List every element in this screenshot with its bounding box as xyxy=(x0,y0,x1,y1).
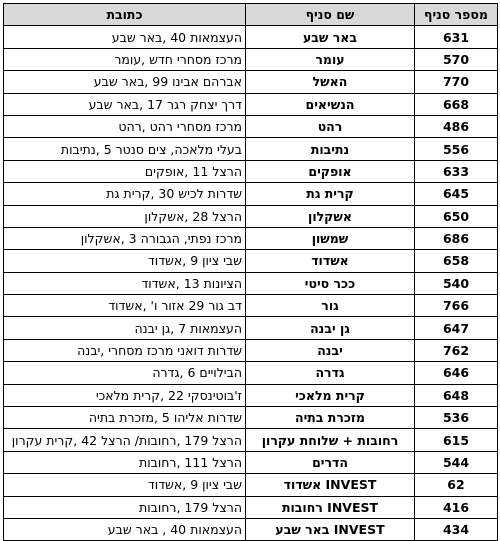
branch-name-cell: ככר סיטי xyxy=(246,272,415,294)
branch-number-cell: 668 xyxy=(415,93,498,115)
address-cell: שדרות לכיש 30 ,קרית גת xyxy=(4,183,246,205)
branch-number-cell: 544 xyxy=(415,451,498,473)
branch-number-cell: 434 xyxy=(415,518,498,540)
address-cell: הרצל 111 ,רחובות xyxy=(4,451,246,473)
branch-number-cell: 570 xyxy=(415,48,498,70)
branch-name-cell: רהט xyxy=(246,115,415,137)
branch-name-cell: האשל xyxy=(246,71,415,93)
header-row xyxy=(4,4,498,26)
table-row xyxy=(4,362,498,384)
branch-number-cell: 486 xyxy=(415,115,498,137)
branch-name-cell: גדרה xyxy=(246,362,415,384)
address-cell: הרצל 11 ,אופקים xyxy=(4,160,246,182)
address-cell: אברהם אבינו 99 ,באר שבע xyxy=(4,71,246,93)
branch-number-cell: 658 xyxy=(415,250,498,272)
address-cell: בעלי מלאכה, צים סנטר 5 ,נתיבות xyxy=(4,138,246,160)
table-row xyxy=(4,384,498,406)
table-row xyxy=(4,48,498,70)
table-row xyxy=(4,295,498,317)
table-row xyxy=(4,115,498,137)
branch-name-cell: יבנה xyxy=(246,339,415,361)
branch-number-cell: 556 xyxy=(415,138,498,160)
table-row xyxy=(4,272,498,294)
branch-name-cell: INVEST רחובות xyxy=(246,496,415,518)
branch-name-cell: גור xyxy=(246,295,415,317)
branch-number-cell: 631 xyxy=(415,26,498,48)
table-row xyxy=(4,496,498,518)
table-row xyxy=(4,183,498,205)
table-row xyxy=(4,339,498,361)
branch-name-cell: אופקים xyxy=(246,160,415,182)
address-cell: שדרות אליהו 5 ,מזכרת בתיה xyxy=(4,407,246,429)
branch-name-cell: גן יבנה xyxy=(246,317,415,339)
address-cell: שדרות דואני מרכז מסחרי ,יבנה xyxy=(4,339,246,361)
address-cell: דרך יצחק רגר 17 ,באר שבע xyxy=(4,93,246,115)
table-row xyxy=(4,160,498,182)
header-address: כתובת xyxy=(4,4,246,26)
address-cell: הציונות 13 ,אשדוד xyxy=(4,272,246,294)
branch-name-cell: הנשיאים xyxy=(246,93,415,115)
address-cell: דב גור 29 אזור ו' ,אשדוד xyxy=(4,295,246,317)
address-cell: הרצל 179 ,רחובות xyxy=(4,496,246,518)
table-row xyxy=(4,71,498,93)
branch-number-cell: 647 xyxy=(415,317,498,339)
branch-name-cell: INVEST באר שבע xyxy=(246,518,415,540)
address-cell: ז'בוטינסקי 22 ,קרית מלאכי xyxy=(4,384,246,406)
address-cell: שבי ציון 9 ,אשדוד xyxy=(4,250,246,272)
table-row xyxy=(4,317,498,339)
branch-name-cell: קרית גת xyxy=(246,183,415,205)
branch-number-cell: 645 xyxy=(415,183,498,205)
table-row xyxy=(4,429,498,451)
table-row xyxy=(4,407,498,429)
branch-name-cell: הדרים xyxy=(246,451,415,473)
table-row xyxy=(4,138,498,160)
table-row xyxy=(4,250,498,272)
branch-number-cell: 650 xyxy=(415,205,498,227)
branch-number-cell: 686 xyxy=(415,227,498,249)
branch-name-cell: INVEST אשדוד xyxy=(246,474,415,496)
table-row xyxy=(4,227,498,249)
header-branch-number: מספר סניף xyxy=(415,4,498,26)
address-cell: העצמאות 40 ,באר שבע xyxy=(4,26,246,48)
branch-name-cell: שמשון xyxy=(246,227,415,249)
branch-name-cell: עומר xyxy=(246,48,415,70)
table-row xyxy=(4,474,498,496)
branch-number-cell: 633 xyxy=(415,160,498,182)
branch-number-cell: 615 xyxy=(415,429,498,451)
table-row xyxy=(4,451,498,473)
table-row xyxy=(4,205,498,227)
address-cell: הרצל 28 ,אשקלון xyxy=(4,205,246,227)
branch-number-cell: 540 xyxy=(415,272,498,294)
branch-number-cell: 770 xyxy=(415,71,498,93)
branches-sheet xyxy=(3,3,497,538)
branch-number-cell: 62 xyxy=(415,474,498,496)
table-row xyxy=(4,26,498,48)
branch-name-cell: באר שבע xyxy=(246,26,415,48)
branch-name-cell: מזכרת בתיה xyxy=(246,407,415,429)
address-cell: שבי ציון 9 ,אשדוד xyxy=(4,474,246,496)
address-cell: מרכז מסחרי רהט ,רהט xyxy=(4,115,246,137)
branch-number-cell: 416 xyxy=(415,496,498,518)
branch-name-cell: קרית מלאכי xyxy=(246,384,415,406)
branch-name-cell: רחובות + שלוחת עקרון xyxy=(246,429,415,451)
branch-number-cell: 648 xyxy=(415,384,498,406)
address-cell: הבילויים 6 ,גדרה xyxy=(4,362,246,384)
branch-name-cell: אשדוד xyxy=(246,250,415,272)
table-row xyxy=(4,518,498,540)
table-row xyxy=(4,93,498,115)
branch-number-cell: 762 xyxy=(415,339,498,361)
address-cell: מרכז מסחרי חדש ,עומר xyxy=(4,48,246,70)
branch-name-cell: נתיבות xyxy=(246,138,415,160)
branch-number-cell: 766 xyxy=(415,295,498,317)
header-branch-name: שם סניף xyxy=(246,4,415,26)
branch-number-cell: 646 xyxy=(415,362,498,384)
branch-number-cell: 536 xyxy=(415,407,498,429)
address-cell: העצמאות 40 , באר שבע xyxy=(4,518,246,540)
address-cell: העצמאות 7 ,גן יבנה xyxy=(4,317,246,339)
address-cell: מרכז נפתי, הגבורה 3 ,אשקלון xyxy=(4,227,246,249)
branches-table xyxy=(3,3,498,541)
address-cell: הרצל 179 ,רחובות/ הרצל 42 ,קרית עקרון xyxy=(4,429,246,451)
branch-name-cell: אשקלון xyxy=(246,205,415,227)
